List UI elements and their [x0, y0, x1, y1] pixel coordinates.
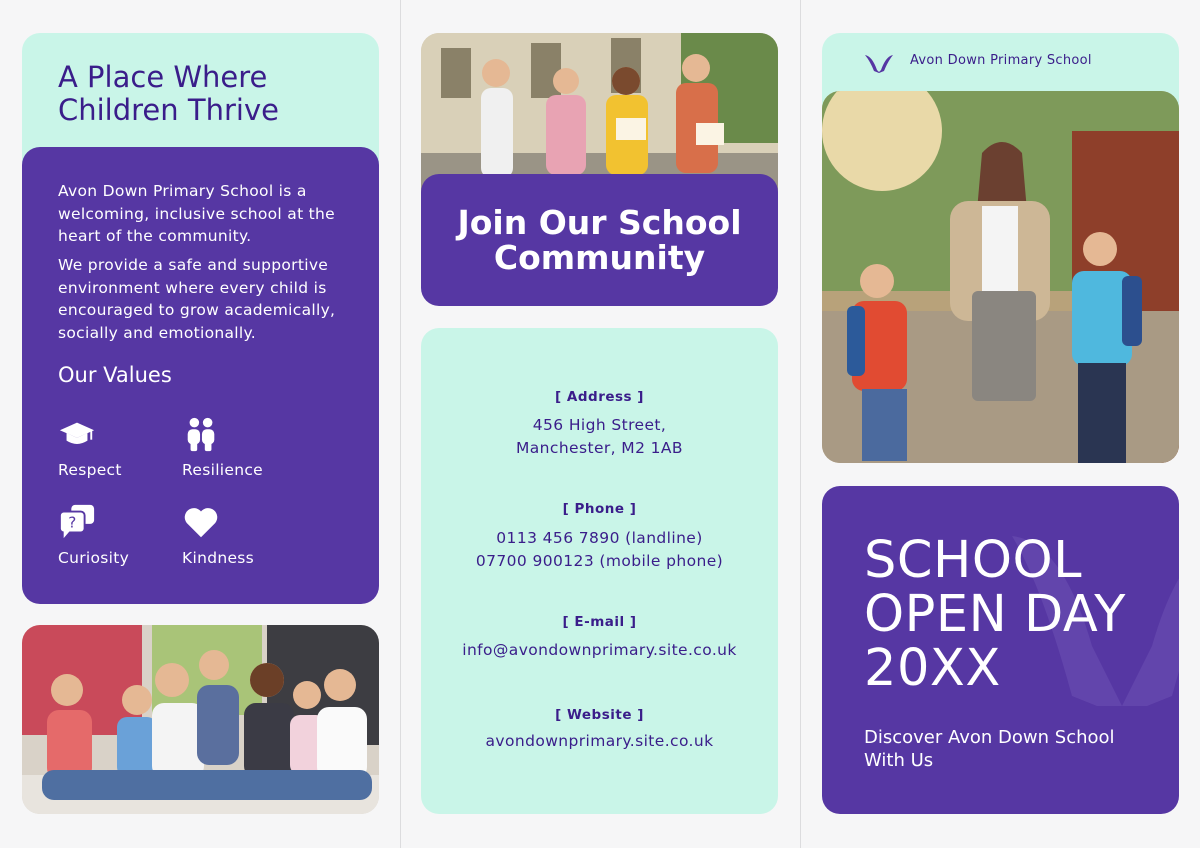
graduation-cap-icon	[58, 415, 96, 453]
people-icon	[182, 415, 220, 453]
website-link[interactable]: avondownprimary.site.co.uk	[485, 732, 714, 750]
children-group-photo	[22, 625, 379, 814]
phone-value: 0113 456 7890 (landline) 07700 900123 (mobile phone)	[475, 529, 724, 570]
value-kindness	[182, 503, 302, 567]
svg-text:?: ?	[68, 513, 77, 532]
phone-label: [ Phone ]	[562, 501, 637, 517]
address-label: [ Address ]	[555, 389, 644, 405]
open-day-headline: SCHOOL OPEN DAY 20XX	[864, 531, 1126, 698]
value-curiosity	[58, 503, 178, 567]
school-logo-icon	[864, 53, 894, 73]
fold-line-2	[800, 0, 801, 848]
question-chat-icon	[58, 503, 96, 541]
value-label: Resilience	[182, 461, 264, 479]
open-day-subline: Discover Avon Down School With Us	[864, 727, 1115, 771]
heart-icon	[182, 503, 220, 541]
fold-line-1	[400, 0, 401, 848]
value-resilience	[182, 415, 302, 479]
open-day-card	[822, 486, 1179, 814]
email-link[interactable]: info@avondownprimary.site.co.uk	[462, 641, 737, 659]
mission-text: We provide a safe and supportive environment where every child is encouraged to grow academically, socially and emotionally.	[58, 256, 336, 342]
join-heading: Join Our School Community	[457, 203, 742, 277]
join-community-card	[421, 174, 778, 306]
school-name: Avon Down Primary School	[910, 53, 1092, 68]
email-label: [ E-mail ]	[562, 614, 637, 630]
values-title: Our Values	[58, 363, 172, 387]
value-label: Kindness	[182, 549, 255, 567]
website-label: [ Website ]	[555, 707, 644, 723]
value-label: Respect	[58, 461, 122, 479]
value-label: Curiosity	[58, 549, 130, 567]
panel1-title: A Place Where Children Thrive	[58, 60, 279, 127]
intro-text: Avon Down Primary School is a welcoming, inclusive school at the heart of the community.	[58, 182, 336, 245]
value-respect	[58, 415, 178, 479]
teacher-with-pupils-photo	[822, 91, 1179, 463]
address-value: 456 High Street, Manchester, M2 1AB	[516, 416, 683, 457]
contact-card	[421, 328, 778, 814]
panel1-about-card	[22, 147, 379, 604]
